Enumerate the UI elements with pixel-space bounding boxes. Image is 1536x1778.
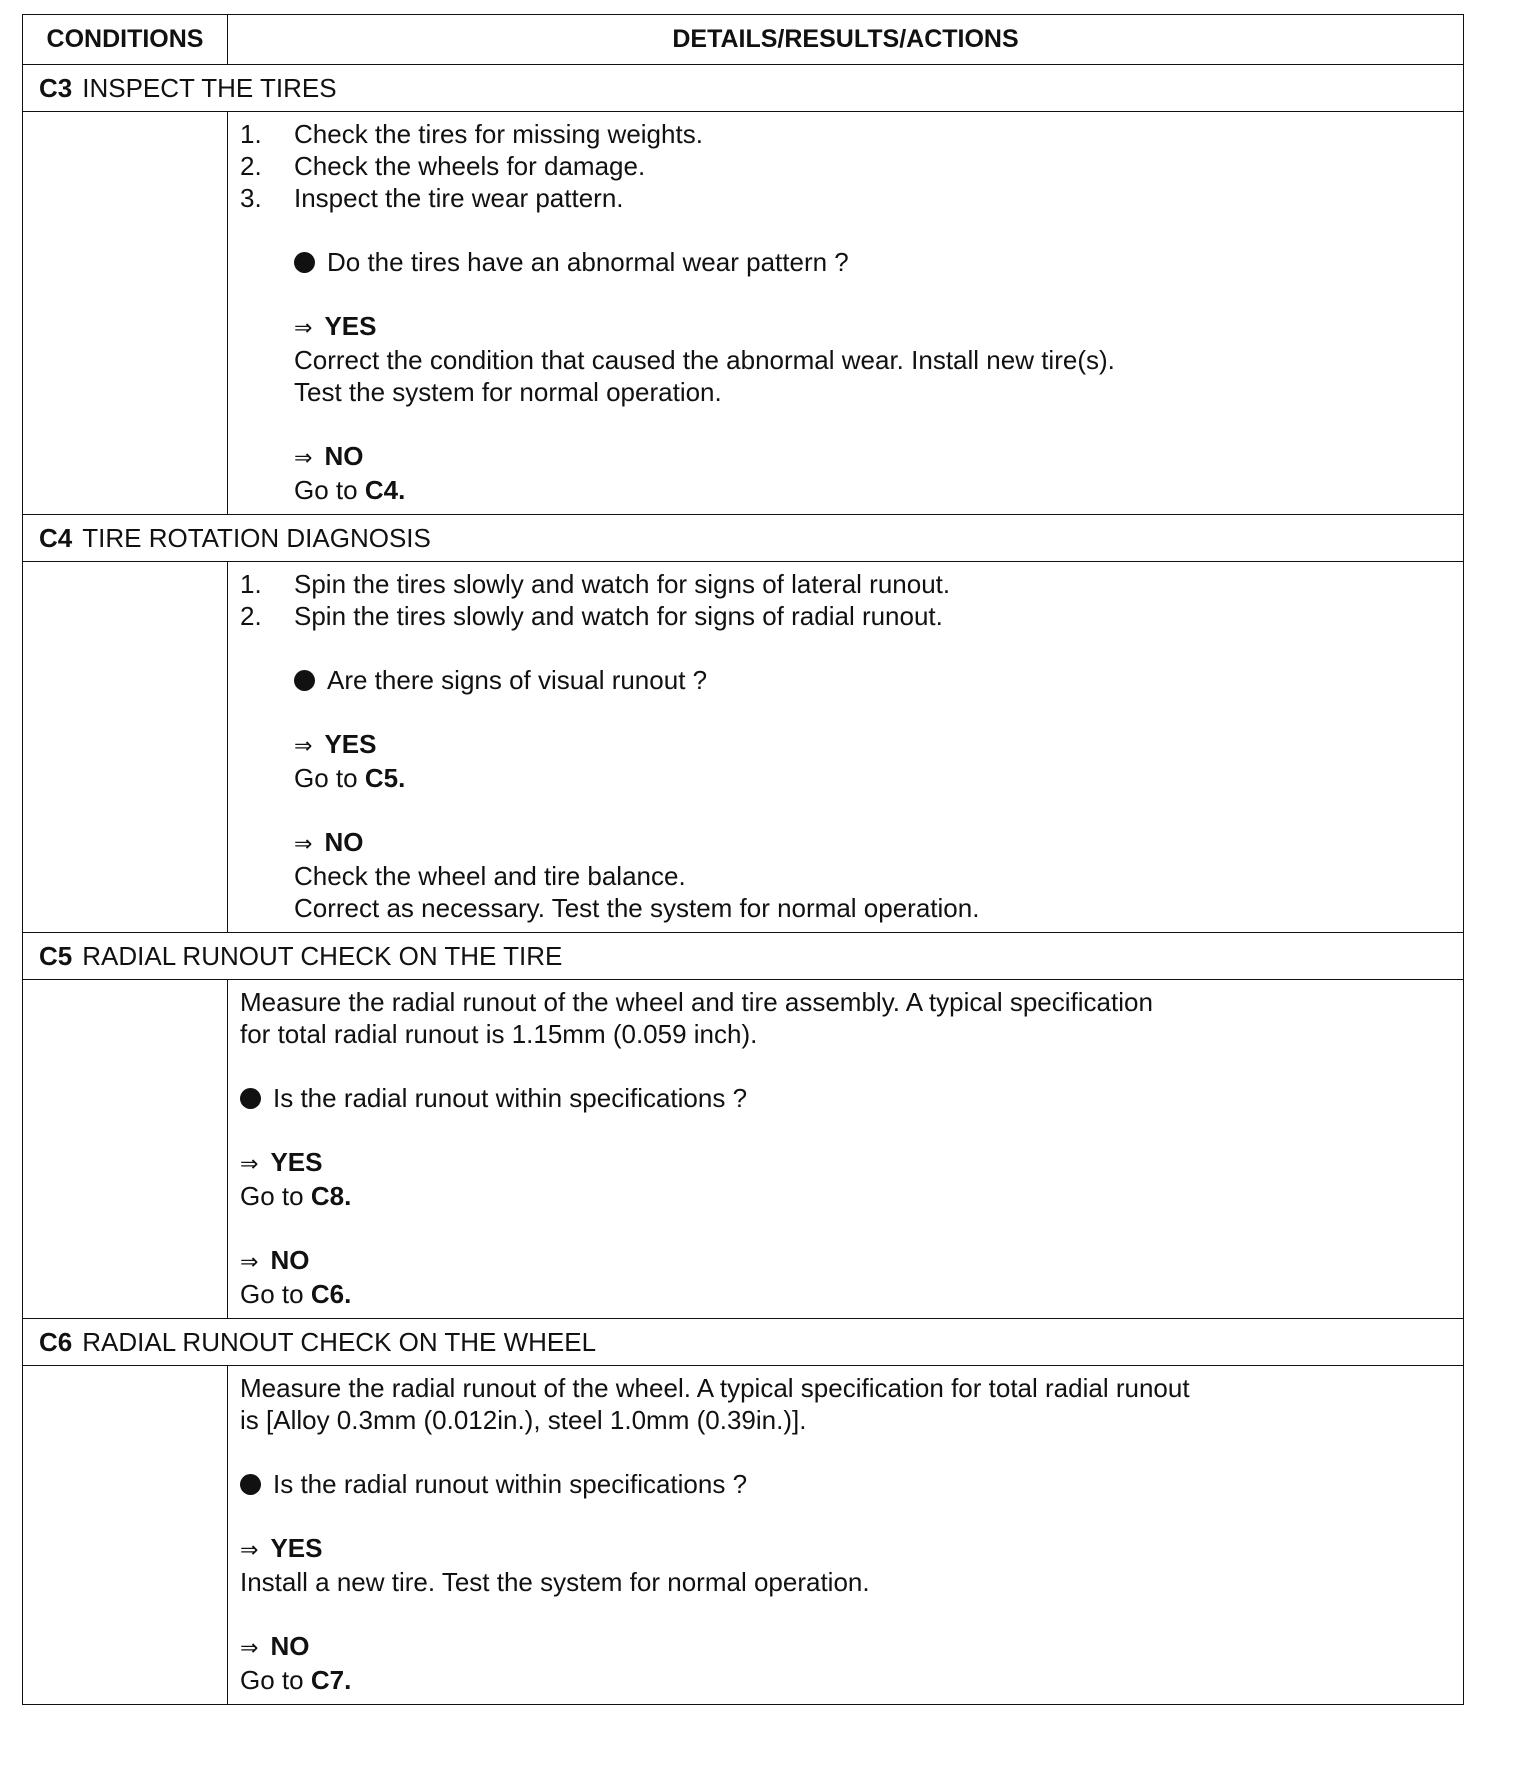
table-header (23, 15, 1463, 65)
step-number: 2. (240, 151, 262, 181)
step-number: 2. (240, 601, 262, 631)
step (240, 568, 1451, 600)
section-title-c6 (23, 1319, 1463, 1366)
yes-answer (240, 1532, 1451, 1566)
goto-prefix: Go to (294, 475, 358, 505)
section-title-c4 (23, 515, 1463, 562)
yes-answer (240, 1146, 1451, 1180)
no-label: NO (270, 1631, 310, 1661)
yes-label: YES (270, 1533, 323, 1563)
goto-prefix: Go to (294, 763, 358, 793)
intro-line: for total radial runout is 1.15mm (0.059 inch). (240, 1019, 758, 1049)
arrow-right-icon: ⇒ (294, 315, 313, 340)
yes-action-line: Correct the condition that caused the abnormal wear. Install new tire(s). (294, 345, 1115, 375)
step (240, 118, 1451, 150)
step-text: Check the wheels for damage. (294, 151, 646, 181)
question-text: Is the radial runout within specifications ? (273, 1469, 748, 1499)
goto-prefix: Go to (240, 1181, 304, 1211)
conditions-cell (23, 980, 228, 1318)
no-action-line: Check the wheel and tire balance. (294, 861, 686, 891)
yes-label: YES (324, 311, 377, 341)
step-number: 1. (240, 119, 262, 149)
arrow-right-icon: ⇒ (294, 445, 313, 470)
bullet-icon (240, 1474, 261, 1495)
arrow-right-icon: ⇒ (294, 831, 313, 856)
no-action-line (240, 1664, 1451, 1696)
step-number: 1. (240, 569, 262, 599)
section-body-c4 (23, 562, 1463, 933)
no-answer (240, 440, 1451, 474)
step-number: 3. (240, 183, 262, 213)
section-title-text: RADIAL RUNOUT CHECK ON THE WHEEL (82, 1326, 597, 1357)
section-title-text: RADIAL RUNOUT CHECK ON THE TIRE (82, 940, 563, 971)
section-title-c5 (23, 933, 1463, 980)
bullet-icon (294, 670, 315, 691)
arrow-right-icon: ⇒ (240, 1151, 259, 1176)
intro-line: Measure the radial runout of the wheel and tire assembly. A typical specification (240, 987, 1153, 1017)
conditions-cell (23, 112, 228, 514)
yes-action-line: Install a new tire. Test the system for normal operation. (240, 1567, 870, 1597)
section-body-c3 (23, 112, 1463, 515)
no-label: NO (270, 1245, 310, 1275)
no-label: NO (324, 827, 364, 857)
no-label: NO (324, 441, 364, 471)
arrow-right-icon: ⇒ (294, 733, 313, 758)
section-body-c6 (23, 1366, 1463, 1704)
no-answer (240, 1244, 1451, 1278)
yes-action-line (240, 1180, 1451, 1212)
section-title-text: TIRE ROTATION DIAGNOSIS (82, 522, 431, 553)
step-text: Spin the tires slowly and watch for signs of lateral runout. (294, 569, 951, 599)
intro-line: Measure the radial runout of the wheel. A typical specification for total radial runout (240, 1373, 1190, 1403)
section-code: C4 (39, 522, 73, 553)
question (240, 246, 1451, 278)
arrow-right-icon: ⇒ (240, 1537, 259, 1562)
step-text: Spin the tires slowly and watch for signs of radial runout. (294, 601, 943, 631)
yes-label: YES (324, 729, 377, 759)
conditions-cell (23, 1366, 228, 1704)
no-action-line: Correct as necessary. Test the system for normal operation. (294, 893, 980, 923)
bullet-icon (294, 252, 315, 273)
goto-prefix: Go to (240, 1665, 304, 1695)
question (240, 1468, 1451, 1500)
details-cell (228, 980, 1463, 1318)
question (240, 664, 1451, 696)
goto-prefix: Go to (240, 1279, 304, 1309)
goto-target: C5. (364, 763, 406, 793)
question-text: Do the tires have an abnormal wear pattern ? (327, 247, 849, 277)
step-text: Check the tires for missing weights. (294, 119, 703, 149)
no-answer (240, 1630, 1451, 1664)
details-header: DETAILS/RESULTS/ACTIONS (672, 25, 1019, 53)
details-cell (228, 562, 1463, 932)
yes-action-line: Test the system for normal operation. (294, 377, 722, 407)
yes-action-line (240, 762, 1451, 794)
yes-answer (240, 310, 1451, 344)
intro-line: is [Alloy 0.3mm (0.012in.), steel 1.0mm (0.39in.)]. (240, 1405, 807, 1435)
step (240, 182, 1451, 214)
section-title-c3 (23, 65, 1463, 112)
bullet-icon (240, 1088, 261, 1109)
question-text: Is the radial runout within specifications ? (273, 1083, 748, 1113)
section-code: C5 (39, 940, 73, 971)
question-text: Are there signs of visual runout ? (327, 665, 708, 695)
conditions-header: CONDITIONS (23, 15, 228, 64)
no-action-line (240, 474, 1451, 506)
section-body-c5 (23, 980, 1463, 1319)
goto-target: C7. (310, 1665, 352, 1695)
no-answer (240, 826, 1451, 860)
details-cell (228, 112, 1463, 514)
no-action-line (240, 1278, 1451, 1310)
step (240, 600, 1451, 632)
goto-target: C4. (364, 475, 406, 505)
arrow-right-icon: ⇒ (240, 1635, 259, 1660)
step-text: Inspect the tire wear pattern. (294, 183, 624, 213)
diagnostic-table (22, 14, 1464, 1705)
arrow-right-icon: ⇒ (240, 1249, 259, 1274)
goto-target: C8. (310, 1181, 352, 1211)
section-code: C6 (39, 1326, 73, 1357)
step (240, 150, 1451, 182)
section-title-text: INSPECT THE TIRES (82, 72, 337, 103)
goto-target: C6. (310, 1279, 352, 1309)
question (240, 1082, 1451, 1114)
section-code: C3 (39, 72, 73, 103)
yes-answer (240, 728, 1451, 762)
yes-label: YES (270, 1147, 323, 1177)
details-cell (228, 1366, 1463, 1704)
conditions-cell (23, 562, 228, 932)
